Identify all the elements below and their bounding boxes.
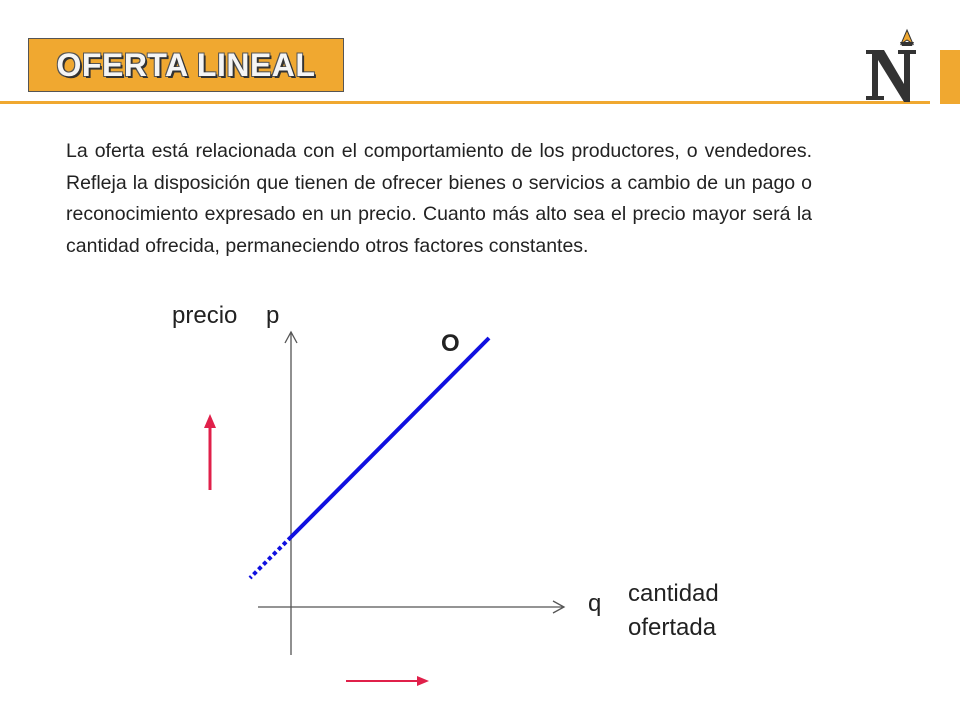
quantity-right-arrowhead (417, 676, 429, 686)
x-axis-word-label-line2: ofertada (628, 614, 717, 641)
x-axis-symbol-label: q (588, 590, 602, 617)
price-up-arrowhead (204, 414, 216, 428)
description-paragraph: La oferta está relacionada con el comportamiento de los productores, o vendedores. Refleja la disposición que tienen de ofrecer bienes o servicios a cambio de un pago o reconocimiento expresado en un precio. Cuanto más alto sea el precio mayor será la cantidad ofrecida, permaneciendo otros factores constantes. (66, 140, 812, 257)
y-axis-symbol-label: p (266, 302, 280, 329)
supply-line-dashed-extension (250, 537, 291, 578)
supply-curve-label: O (441, 330, 460, 357)
page-title: OFERTA LINEAL (56, 46, 316, 83)
y-axis-word-label: precio (172, 302, 238, 329)
x-axis-word-label-line1: cantidad (628, 580, 719, 607)
supply-line (291, 338, 489, 537)
